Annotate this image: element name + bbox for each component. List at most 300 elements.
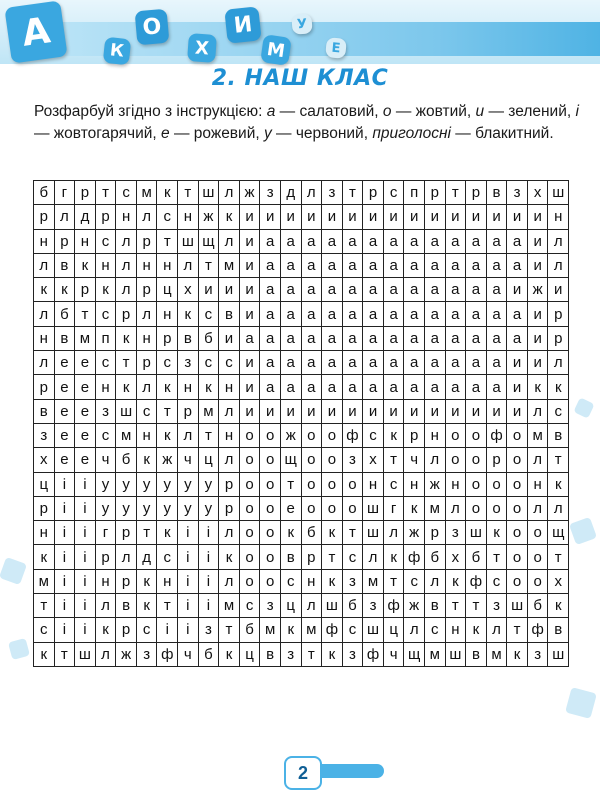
grid-cell[interactable]: о (240, 497, 261, 521)
grid-cell[interactable]: о (240, 448, 261, 472)
grid-cell[interactable]: у (199, 497, 220, 521)
grid-cell[interactable]: а (466, 254, 487, 278)
grid-cell[interactable]: к (466, 618, 487, 642)
grid-cell[interactable]: і (55, 618, 76, 642)
grid-cell[interactable]: л (137, 205, 158, 229)
grid-cell[interactable]: у (157, 497, 178, 521)
grid-cell[interactable]: и (507, 351, 528, 375)
grid-cell[interactable]: м (425, 497, 446, 521)
grid-cell[interactable]: з (528, 643, 549, 667)
grid-cell[interactable]: ч (178, 643, 199, 667)
grid-cell[interactable]: р (302, 545, 323, 569)
grid-cell[interactable]: б (199, 327, 220, 351)
grid-cell[interactable]: а (487, 302, 508, 326)
grid-cell[interactable]: з (96, 400, 117, 424)
grid-cell[interactable]: у (178, 473, 199, 497)
grid-cell[interactable]: р (55, 230, 76, 254)
grid-cell[interactable]: к (384, 424, 405, 448)
grid-cell[interactable]: т (384, 448, 405, 472)
grid-cell[interactable]: з (487, 594, 508, 618)
grid-cell[interactable]: о (322, 448, 343, 472)
grid-cell[interactable]: о (302, 448, 323, 472)
grid-cell[interactable]: ж (404, 521, 425, 545)
grid-cell[interactable]: л (302, 181, 323, 205)
grid-cell[interactable]: и (322, 400, 343, 424)
grid-cell[interactable]: и (466, 205, 487, 229)
grid-cell[interactable]: и (507, 205, 528, 229)
grid-cell[interactable]: с (157, 545, 178, 569)
grid-cell[interactable]: ф (466, 570, 487, 594)
grid-cell[interactable]: а (322, 254, 343, 278)
grid-cell[interactable]: т (157, 230, 178, 254)
grid-cell[interactable]: н (34, 230, 55, 254)
grid-cell[interactable]: в (219, 302, 240, 326)
grid-cell[interactable]: щ (404, 643, 425, 667)
grid-cell[interactable]: ф (404, 545, 425, 569)
grid-cell[interactable]: о (466, 448, 487, 472)
grid-cell[interactable]: л (96, 643, 117, 667)
grid-cell[interactable]: н (116, 205, 137, 229)
grid-cell[interactable]: м (528, 424, 549, 448)
grid-cell[interactable]: ш (178, 230, 199, 254)
grid-cell[interactable]: а (281, 278, 302, 302)
grid-cell[interactable]: р (157, 327, 178, 351)
grid-cell[interactable]: л (55, 205, 76, 229)
grid-cell[interactable]: с (384, 473, 405, 497)
grid-cell[interactable]: т (75, 302, 96, 326)
grid-cell[interactable]: а (384, 230, 405, 254)
grid-cell[interactable]: т (55, 643, 76, 667)
grid-cell[interactable]: в (178, 327, 199, 351)
grid-cell[interactable]: г (384, 497, 405, 521)
grid-cell[interactable]: і (75, 521, 96, 545)
grid-cell[interactable]: ш (116, 400, 137, 424)
grid-cell[interactable]: т (548, 448, 569, 472)
grid-cell[interactable]: а (363, 327, 384, 351)
grid-cell[interactable]: х (446, 545, 467, 569)
grid-cell[interactable]: х (34, 448, 55, 472)
grid-cell[interactable]: а (487, 278, 508, 302)
grid-cell[interactable]: и (240, 205, 261, 229)
grid-cell[interactable]: л (446, 497, 467, 521)
grid-cell[interactable]: е (281, 497, 302, 521)
grid-cell[interactable]: в (116, 594, 137, 618)
grid-cell[interactable]: к (157, 521, 178, 545)
grid-cell[interactable]: с (34, 618, 55, 642)
grid-cell[interactable]: л (219, 400, 240, 424)
grid-cell[interactable]: и (507, 278, 528, 302)
grid-cell[interactable]: а (384, 351, 405, 375)
grid-cell[interactable]: о (240, 473, 261, 497)
grid-cell[interactable]: ш (199, 181, 220, 205)
grid-cell[interactable]: х (528, 181, 549, 205)
grid-cell[interactable]: р (137, 230, 158, 254)
grid-cell[interactable]: м (34, 570, 55, 594)
grid-cell[interactable]: а (446, 230, 467, 254)
grid-cell[interactable]: л (528, 400, 549, 424)
grid-cell[interactable]: м (116, 424, 137, 448)
grid-cell[interactable]: о (446, 424, 467, 448)
grid-cell[interactable]: с (157, 205, 178, 229)
grid-cell[interactable]: б (34, 181, 55, 205)
grid-cell[interactable]: к (322, 521, 343, 545)
grid-cell[interactable]: а (322, 230, 343, 254)
grid-cell[interactable]: т (281, 473, 302, 497)
grid-cell[interactable]: к (322, 570, 343, 594)
grid-cell[interactable]: о (507, 545, 528, 569)
grid-cell[interactable]: н (302, 570, 323, 594)
grid-cell[interactable]: и (548, 278, 569, 302)
grid-cell[interactable]: а (343, 254, 364, 278)
grid-cell[interactable]: с (219, 351, 240, 375)
grid-cell[interactable]: л (34, 302, 55, 326)
grid-cell[interactable]: л (34, 254, 55, 278)
grid-cell[interactable]: т (137, 521, 158, 545)
grid-cell[interactable]: н (157, 570, 178, 594)
grid-cell[interactable]: т (446, 594, 467, 618)
grid-cell[interactable]: д (75, 205, 96, 229)
grid-cell[interactable]: н (425, 424, 446, 448)
grid-cell[interactable]: е (55, 424, 76, 448)
grid-cell[interactable]: к (116, 375, 137, 399)
grid-cell[interactable]: р (75, 278, 96, 302)
grid-cell[interactable]: и (528, 254, 549, 278)
grid-cell[interactable]: о (302, 424, 323, 448)
grid-cell[interactable]: к (137, 570, 158, 594)
grid-cell[interactable]: с (116, 181, 137, 205)
grid-cell[interactable]: г (55, 181, 76, 205)
grid-cell[interactable]: о (240, 424, 261, 448)
grid-cell[interactable]: о (507, 497, 528, 521)
grid-cell[interactable]: с (137, 618, 158, 642)
grid-cell[interactable]: т (507, 618, 528, 642)
grid-cell[interactable]: ш (363, 497, 384, 521)
grid-cell[interactable]: и (528, 302, 549, 326)
grid-cell[interactable]: ч (178, 448, 199, 472)
grid-cell[interactable]: с (425, 618, 446, 642)
grid-cell[interactable]: з (343, 570, 364, 594)
grid-cell[interactable]: щ (281, 448, 302, 472)
grid-cell[interactable]: м (363, 570, 384, 594)
grid-cell[interactable]: р (96, 545, 117, 569)
grid-cell[interactable]: е (55, 351, 76, 375)
grid-cell[interactable]: к (137, 448, 158, 472)
grid-cell[interactable]: к (281, 521, 302, 545)
grid-cell[interactable]: а (322, 278, 343, 302)
grid-cell[interactable]: к (157, 375, 178, 399)
grid-cell[interactable]: ф (528, 618, 549, 642)
grid-cell[interactable]: с (137, 400, 158, 424)
grid-cell[interactable]: и (446, 400, 467, 424)
grid-cell[interactable]: к (322, 643, 343, 667)
grid-cell[interactable]: м (219, 594, 240, 618)
grid-cell[interactable]: л (178, 424, 199, 448)
grid-cell[interactable]: і (55, 473, 76, 497)
grid-cell[interactable]: а (281, 254, 302, 278)
grid-cell[interactable]: т (302, 643, 323, 667)
grid-cell[interactable]: з (260, 594, 281, 618)
grid-cell[interactable]: и (240, 351, 261, 375)
grid-cell[interactable]: с (363, 424, 384, 448)
grid-cell[interactable]: и (240, 278, 261, 302)
grid-cell[interactable]: м (260, 618, 281, 642)
grid-cell[interactable]: т (343, 521, 364, 545)
grid-cell[interactable]: и (363, 205, 384, 229)
grid-cell[interactable]: п (96, 327, 117, 351)
grid-cell[interactable]: ш (548, 643, 569, 667)
grid-cell[interactable]: л (219, 521, 240, 545)
grid-cell[interactable]: л (528, 448, 549, 472)
grid-cell[interactable]: н (96, 375, 117, 399)
grid-cell[interactable]: с (343, 545, 364, 569)
grid-cell[interactable]: щ (548, 521, 569, 545)
grid-cell[interactable]: а (260, 230, 281, 254)
grid-cell[interactable]: а (302, 254, 323, 278)
grid-cell[interactable]: в (55, 327, 76, 351)
grid-cell[interactable]: о (260, 521, 281, 545)
grid-cell[interactable]: о (507, 570, 528, 594)
grid-cell[interactable]: о (260, 570, 281, 594)
grid-cell[interactable]: и (322, 205, 343, 229)
grid-cell[interactable]: а (343, 230, 364, 254)
grid-cell[interactable]: л (96, 594, 117, 618)
grid-cell[interactable]: г (96, 521, 117, 545)
grid-cell[interactable]: л (384, 521, 405, 545)
grid-cell[interactable]: л (487, 618, 508, 642)
grid-cell[interactable]: ш (466, 521, 487, 545)
grid-cell[interactable]: і (157, 618, 178, 642)
grid-cell[interactable]: а (343, 375, 364, 399)
grid-cell[interactable]: о (528, 521, 549, 545)
grid-cell[interactable]: у (178, 497, 199, 521)
grid-cell[interactable]: р (219, 497, 240, 521)
grid-cell[interactable]: а (322, 327, 343, 351)
grid-cell[interactable]: ц (157, 278, 178, 302)
grid-cell[interactable]: а (322, 302, 343, 326)
grid-cell[interactable]: а (343, 351, 364, 375)
grid-cell[interactable]: і (75, 618, 96, 642)
grid-cell[interactable]: а (384, 278, 405, 302)
grid-cell[interactable]: н (178, 205, 199, 229)
grid-cell[interactable]: р (466, 181, 487, 205)
grid-cell[interactable]: а (260, 302, 281, 326)
grid-cell[interactable]: м (137, 181, 158, 205)
grid-cell[interactable]: к (116, 327, 137, 351)
grid-cell[interactable]: ж (116, 643, 137, 667)
grid-cell[interactable]: о (446, 448, 467, 472)
grid-cell[interactable]: к (34, 545, 55, 569)
grid-cell[interactable]: д (137, 545, 158, 569)
grid-cell[interactable]: б (466, 545, 487, 569)
grid-cell[interactable]: з (137, 643, 158, 667)
grid-cell[interactable]: с (199, 351, 220, 375)
grid-cell[interactable]: и (446, 205, 467, 229)
grid-cell[interactable]: о (528, 570, 549, 594)
grid-cell[interactable]: о (322, 424, 343, 448)
grid-cell[interactable]: к (281, 618, 302, 642)
grid-cell[interactable]: а (302, 375, 323, 399)
grid-cell[interactable]: н (219, 375, 240, 399)
grid-cell[interactable]: ж (199, 205, 220, 229)
grid-cell[interactable]: а (322, 375, 343, 399)
grid-cell[interactable]: н (137, 327, 158, 351)
grid-cell[interactable]: ш (363, 521, 384, 545)
grid-cell[interactable]: у (96, 473, 117, 497)
grid-cell[interactable]: а (446, 351, 467, 375)
grid-cell[interactable]: а (425, 302, 446, 326)
grid-cell[interactable]: о (466, 473, 487, 497)
grid-cell[interactable]: а (260, 351, 281, 375)
grid-cell[interactable]: б (240, 618, 261, 642)
grid-cell[interactable]: и (507, 400, 528, 424)
grid-cell[interactable]: ц (281, 594, 302, 618)
grid-cell[interactable]: б (116, 448, 137, 472)
grid-cell[interactable]: л (548, 497, 569, 521)
grid-cell[interactable]: к (96, 618, 117, 642)
grid-cell[interactable]: л (363, 545, 384, 569)
grid-cell[interactable]: а (466, 351, 487, 375)
grid-cell[interactable]: и (384, 400, 405, 424)
grid-cell[interactable]: с (281, 570, 302, 594)
grid-cell[interactable]: и (507, 375, 528, 399)
grid-cell[interactable]: ф (343, 424, 364, 448)
grid-cell[interactable]: о (487, 473, 508, 497)
grid-cell[interactable]: м (199, 400, 220, 424)
grid-cell[interactable]: с (157, 351, 178, 375)
grid-cell[interactable]: т (199, 254, 220, 278)
grid-cell[interactable]: р (219, 473, 240, 497)
grid-cell[interactable]: а (404, 351, 425, 375)
grid-cell[interactable]: і (178, 618, 199, 642)
grid-cell[interactable]: н (34, 327, 55, 351)
grid-cell[interactable]: т (343, 181, 364, 205)
grid-cell[interactable]: и (404, 400, 425, 424)
grid-cell[interactable]: в (281, 545, 302, 569)
grid-cell[interactable]: л (116, 278, 137, 302)
grid-cell[interactable]: а (446, 254, 467, 278)
grid-cell[interactable]: о (528, 545, 549, 569)
grid-cell[interactable]: н (34, 521, 55, 545)
grid-cell[interactable]: о (507, 424, 528, 448)
grid-cell[interactable]: н (548, 205, 569, 229)
grid-cell[interactable]: р (363, 181, 384, 205)
grid-cell[interactable]: к (199, 375, 220, 399)
grid-cell[interactable]: к (34, 278, 55, 302)
grid-cell[interactable]: л (219, 181, 240, 205)
grid-cell[interactable]: о (507, 473, 528, 497)
grid-cell[interactable]: о (507, 448, 528, 472)
grid-cell[interactable]: к (55, 278, 76, 302)
grid-cell[interactable]: х (178, 278, 199, 302)
grid-cell[interactable]: і (75, 473, 96, 497)
grid-cell[interactable]: ж (240, 181, 261, 205)
grid-cell[interactable]: і (199, 570, 220, 594)
grid-cell[interactable]: т (446, 181, 467, 205)
grid-cell[interactable]: к (219, 643, 240, 667)
grid-cell[interactable]: и (425, 400, 446, 424)
grid-cell[interactable]: е (75, 351, 96, 375)
grid-cell[interactable]: н (157, 302, 178, 326)
grid-cell[interactable]: о (240, 521, 261, 545)
grid-cell[interactable]: т (116, 351, 137, 375)
grid-cell[interactable]: н (363, 473, 384, 497)
grid-cell[interactable]: с (384, 181, 405, 205)
grid-cell[interactable]: т (322, 545, 343, 569)
grid-cell[interactable]: т (96, 181, 117, 205)
grid-cell[interactable]: к (219, 205, 240, 229)
grid-cell[interactable]: т (157, 594, 178, 618)
grid-cell[interactable]: а (487, 230, 508, 254)
grid-cell[interactable]: е (55, 375, 76, 399)
grid-cell[interactable]: у (116, 497, 137, 521)
grid-cell[interactable]: о (302, 497, 323, 521)
grid-cell[interactable]: а (281, 230, 302, 254)
grid-cell[interactable]: а (466, 375, 487, 399)
grid-cell[interactable]: а (404, 230, 425, 254)
grid-cell[interactable]: а (507, 254, 528, 278)
grid-cell[interactable]: л (116, 545, 137, 569)
grid-cell[interactable]: а (404, 278, 425, 302)
grid-cell[interactable]: к (548, 375, 569, 399)
grid-cell[interactable]: х (548, 570, 569, 594)
grid-cell[interactable]: е (75, 424, 96, 448)
grid-cell[interactable]: л (116, 254, 137, 278)
grid-cell[interactable]: у (116, 473, 137, 497)
grid-cell[interactable]: о (260, 473, 281, 497)
grid-cell[interactable]: ш (75, 643, 96, 667)
grid-cell[interactable]: и (425, 205, 446, 229)
grid-cell[interactable]: а (363, 351, 384, 375)
grid-cell[interactable]: а (302, 230, 323, 254)
grid-cell[interactable]: н (157, 254, 178, 278)
grid-cell[interactable]: а (487, 375, 508, 399)
grid-cell[interactable]: о (343, 497, 364, 521)
grid-cell[interactable]: р (178, 400, 199, 424)
grid-cell[interactable]: о (260, 424, 281, 448)
grid-cell[interactable]: к (404, 497, 425, 521)
grid-cell[interactable]: н (137, 254, 158, 278)
grid-cell[interactable]: ш (548, 181, 569, 205)
grid-cell[interactable]: л (178, 254, 199, 278)
grid-cell[interactable]: р (96, 205, 117, 229)
grid-cell[interactable]: и (199, 278, 220, 302)
grid-cell[interactable]: р (487, 448, 508, 472)
grid-cell[interactable]: л (425, 570, 446, 594)
grid-cell[interactable]: т (178, 181, 199, 205)
grid-cell[interactable]: к (34, 643, 55, 667)
grid-cell[interactable]: м (75, 327, 96, 351)
grid-cell[interactable]: ж (157, 448, 178, 472)
grid-cell[interactable]: і (199, 545, 220, 569)
grid-cell[interactable]: о (240, 570, 261, 594)
grid-cell[interactable]: и (240, 375, 261, 399)
grid-cell[interactable]: и (528, 351, 549, 375)
grid-cell[interactable]: с (487, 570, 508, 594)
grid-cell[interactable]: а (281, 327, 302, 351)
grid-cell[interactable]: і (75, 570, 96, 594)
grid-cell[interactable]: к (548, 594, 569, 618)
grid-cell[interactable]: ж (281, 424, 302, 448)
grid-cell[interactable]: і (75, 497, 96, 521)
grid-cell[interactable]: а (302, 302, 323, 326)
grid-cell[interactable]: л (548, 254, 569, 278)
grid-cell[interactable]: і (55, 594, 76, 618)
grid-cell[interactable]: и (466, 400, 487, 424)
grid-cell[interactable]: р (116, 302, 137, 326)
grid-cell[interactable]: л (548, 230, 569, 254)
grid-cell[interactable]: і (75, 545, 96, 569)
grid-cell[interactable]: а (507, 327, 528, 351)
